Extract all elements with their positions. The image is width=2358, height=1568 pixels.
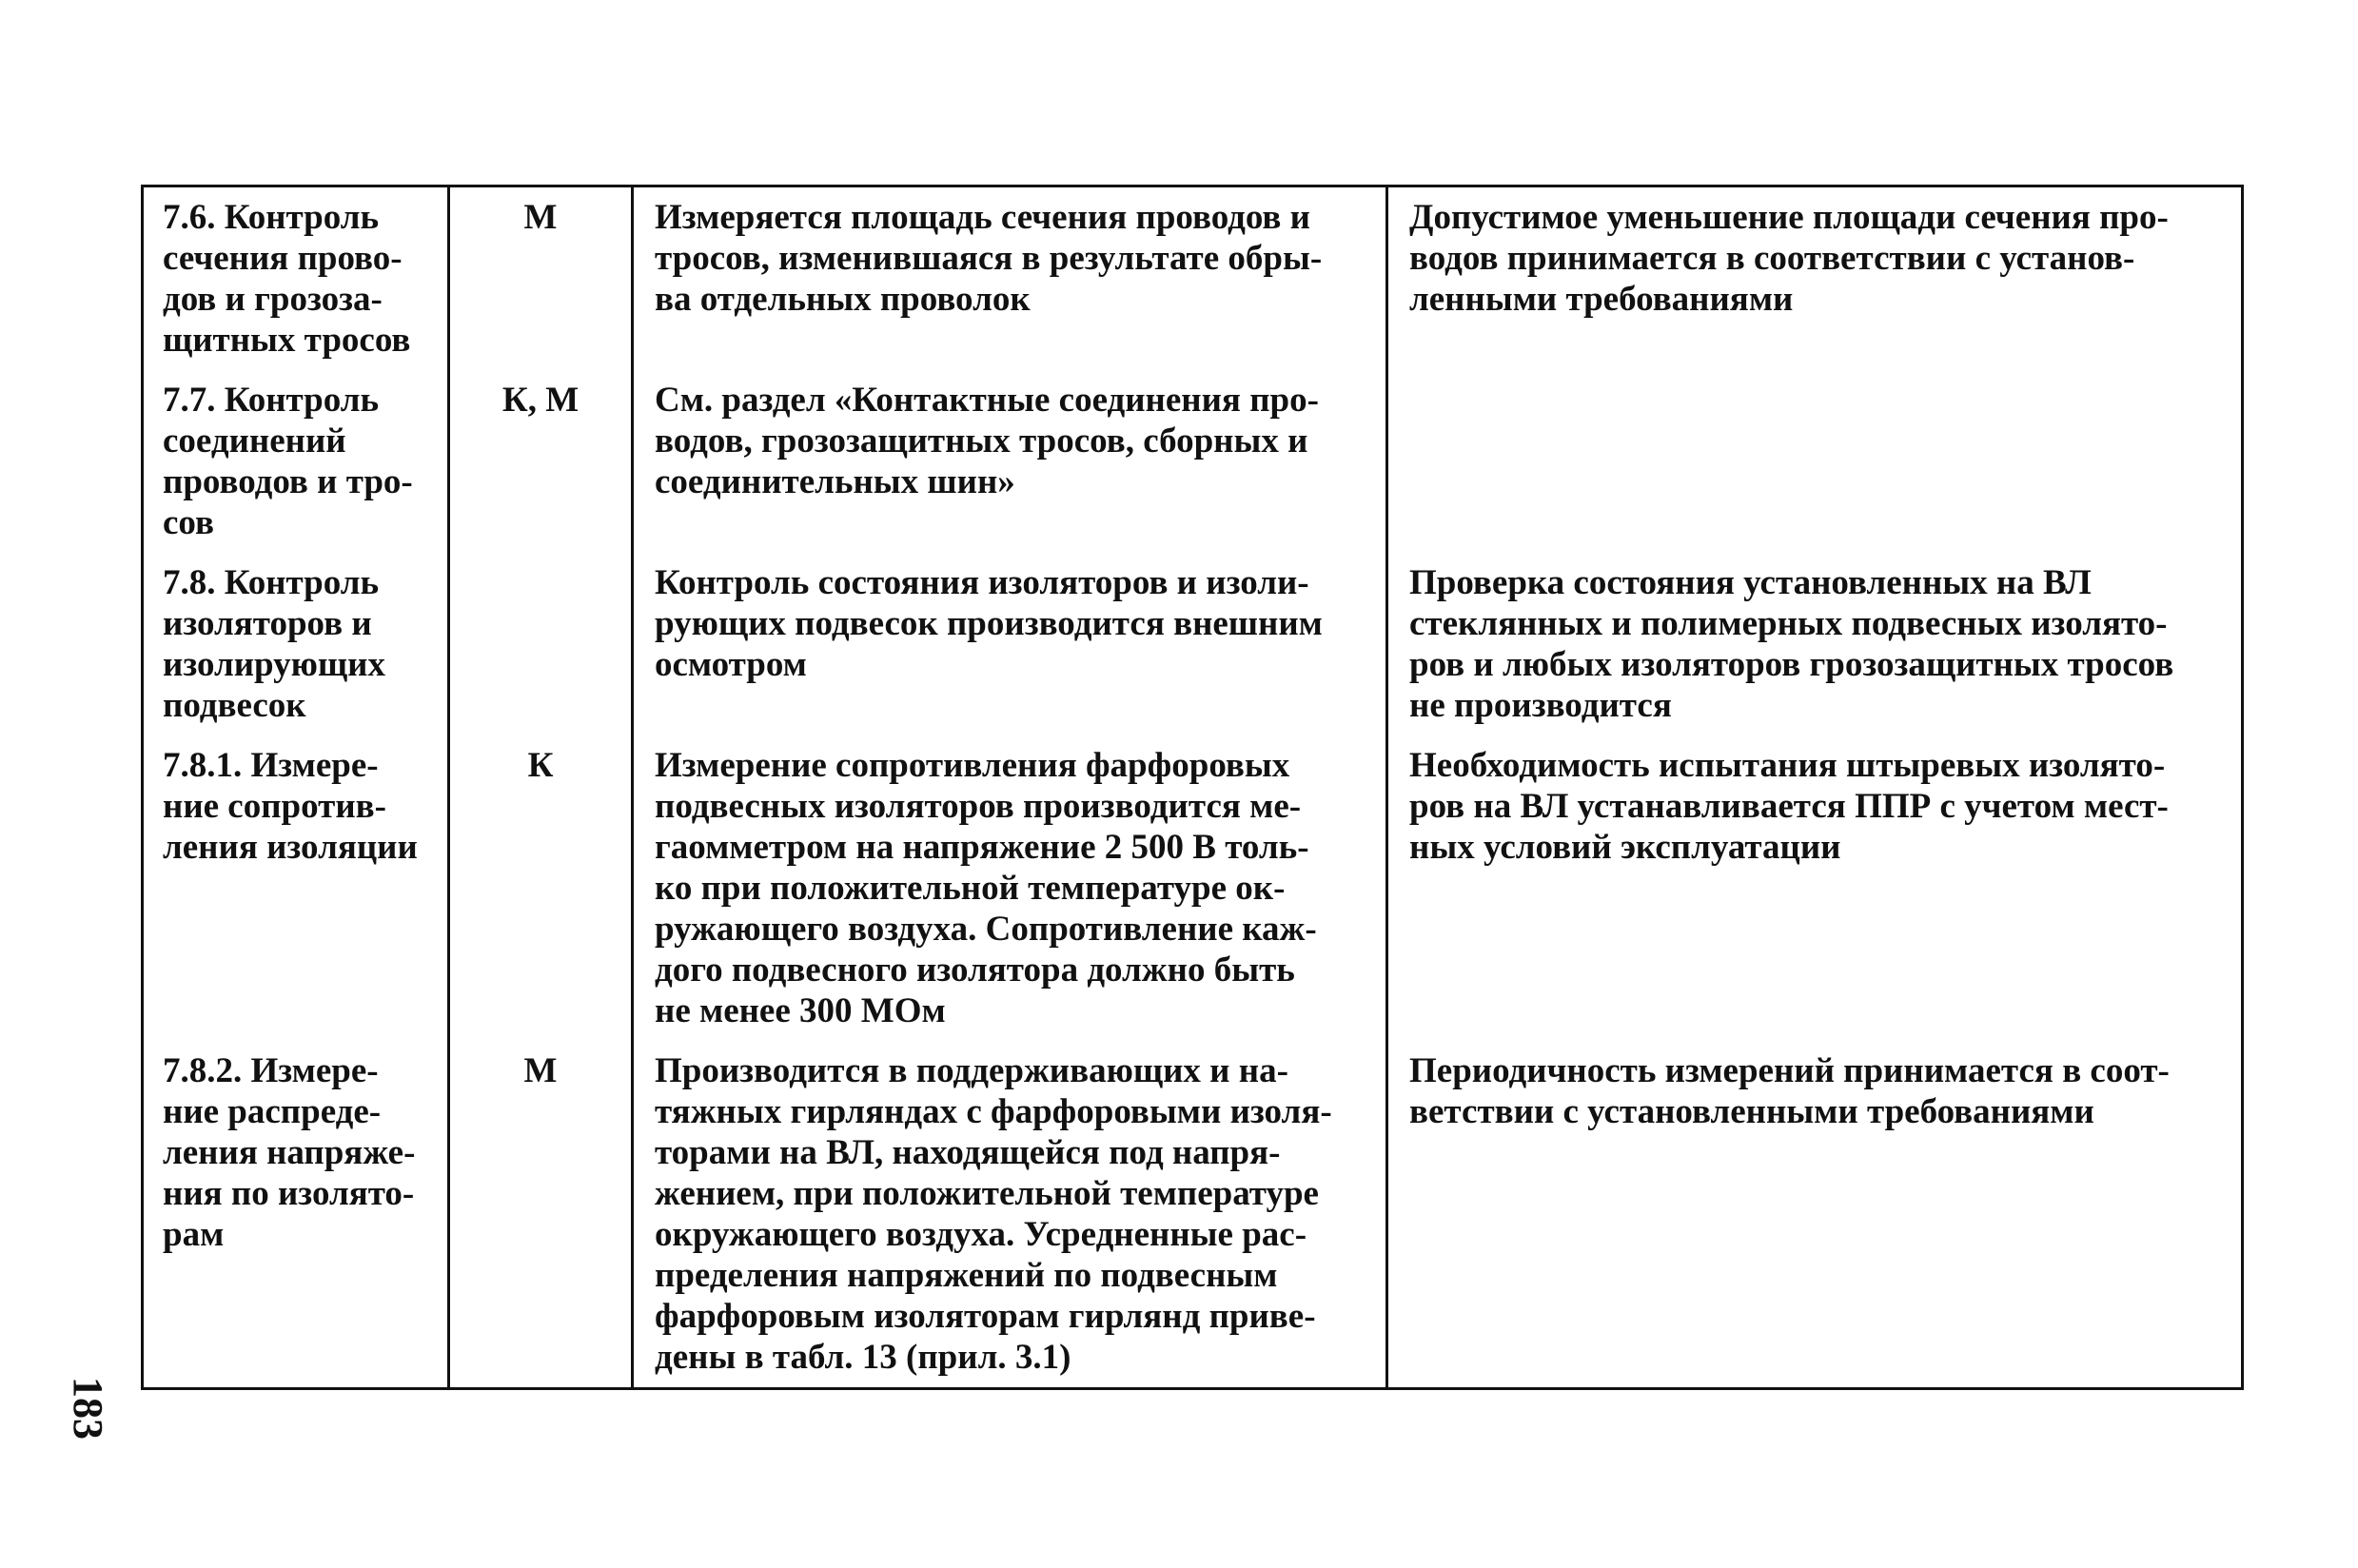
frequency-cell: М — [449, 1041, 633, 1389]
table-row — [143, 553, 2243, 735]
table-row — [143, 370, 2243, 553]
table-row — [143, 735, 2243, 1041]
note-cell: Допустимое уменьшение площади сечения про- водов принимается в соответствии с установ- ленными требованиями — [1387, 186, 2243, 371]
note-cell — [1387, 370, 2243, 553]
table-body — [143, 186, 2243, 1389]
description-cell: См. раздел «Контактные соединения про- водов, грозозащитных тросов, сборных и соединительных шин» — [633, 370, 1387, 553]
frequency-cell: М — [449, 186, 633, 371]
note-cell: Проверка состояния установленных на ВЛ стеклянных и полимерных подвесных изолято- ров и любых изоляторов грозозащитных тросов не производится — [1387, 553, 2243, 735]
item-cell: 7.6. Контроль сечения прово- дов и грозоза- щитных тросов — [143, 186, 449, 371]
page-number: 183 — [65, 1377, 111, 1440]
frequency-cell: К, М — [449, 370, 633, 553]
frequency-cell: К — [449, 735, 633, 1041]
note-cell: Периодичность измерений принимается в соот- ветствии с установленными требованиями — [1387, 1041, 2243, 1389]
item-cell: 7.8. Контроль изоляторов и изолирующих подвесок — [143, 553, 449, 735]
frequency-cell — [449, 553, 633, 735]
description-cell: Производится в поддерживающих и на- тяжных гирляндах с фарфоровыми изоля- торами на ВЛ, находящейся под напря- жением, при положительной температуре окружающего воздуха. Усредненные рас- пределения напряжений по подвесным фарфоровым изоляторам гирлянд приве- дены в табл. 13 (прил. 3.1) — [633, 1041, 1387, 1389]
note-cell: Необходимость испытания штыревых изолято- ров на ВЛ устанавливается ППР с учетом мест- ных условий эксплуатации — [1387, 735, 2243, 1041]
description-cell: Измеряется площадь сечения проводов и тросов, изменившаяся в результате обры- ва отдельных проволок — [633, 186, 1387, 371]
table-row — [143, 186, 2243, 371]
item-cell: 7.8.2. Измере- ние распреде- ления напряже- ния по изолято- рам — [143, 1041, 449, 1389]
description-cell: Измерение сопротивления фарфоровых подвесных изоляторов производится ме- гаомметром на напряжение 2 500 В толь- ко при положительной температуре ок- ружающего воздуха. Сопротивление каж- дого подвесного изолятора должно быть не менее 300 МОм — [633, 735, 1387, 1041]
table-row — [143, 1041, 2243, 1389]
description-cell: Контроль состояния изоляторов и изоли- рующих подвесок производится внешним осмотром — [633, 553, 1387, 735]
item-cell: 7.8.1. Измере- ние сопротив- ления изоляции — [143, 735, 449, 1041]
item-cell: 7.7. Контроль соединений проводов и тро- сов — [143, 370, 449, 553]
requirements-table — [141, 185, 2244, 1390]
